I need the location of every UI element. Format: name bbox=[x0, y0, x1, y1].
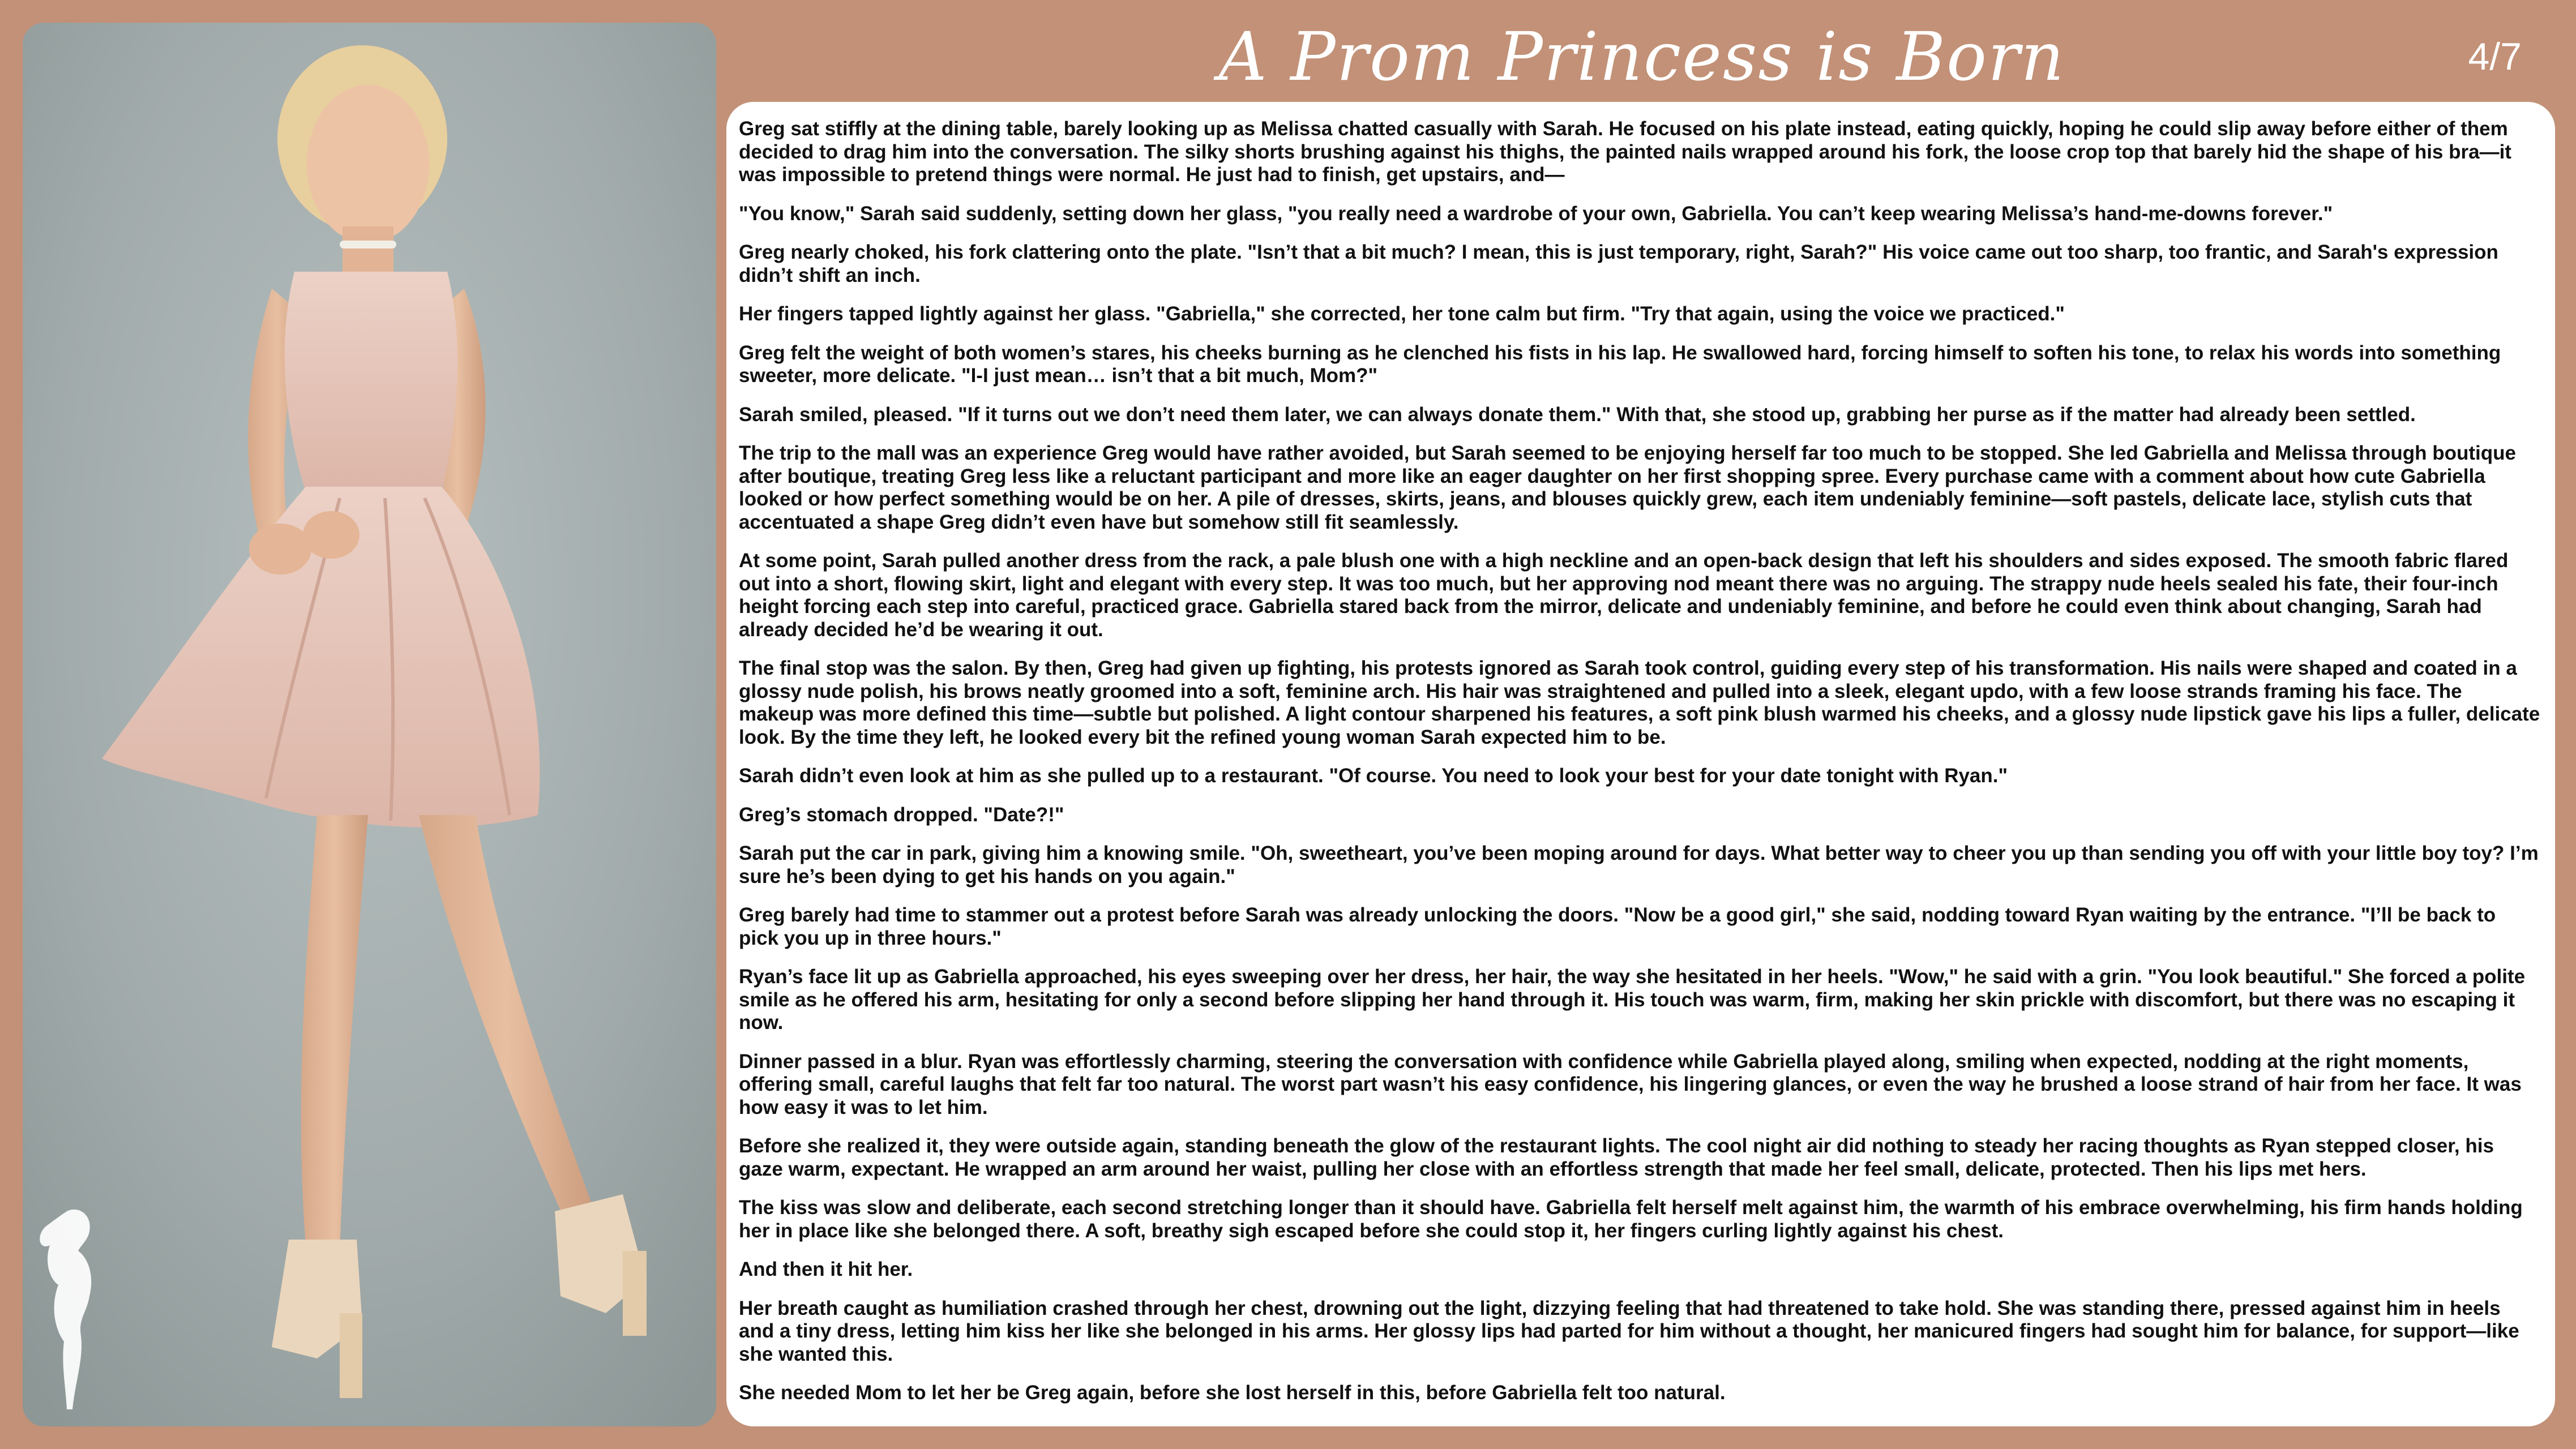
story-paragraph: Greg sat stiffly at the dining table, barely looking up as Melissa chatted casually with Sarah. He focused on his plate instead, eating quickly, hoping he could slip away before either of them decided to drag him into the conversation. The silky shorts brushing against his thighs, the painted nails wrapped around his fork, the loose crop top that barely hid the shape of his bra—it was impossible to pretend things were normal. He just had to finish, get upstairs, and— bbox=[739, 118, 2511, 186]
story-paragraph: Greg’s stomach dropped. "Date?!" bbox=[739, 803, 1064, 826]
woman-silhouette-logo-icon bbox=[33, 1200, 112, 1415]
model-photo bbox=[23, 23, 716, 1426]
story-paragraph: Sarah didn’t even look at him as she pulled up to a restaurant. "Of course. You need to look your best for your date tonight with Ryan." bbox=[739, 765, 2008, 787]
story-paragraph: Her fingers tapped lightly against her glass. "Gabriella," she corrected, her tone calm but firm. "Try that again, using the voice we practiced." bbox=[739, 303, 2065, 325]
story-paragraph: Before she realized it, they were outside again, standing beneath the glow of the restaurant lights. The cool night air did nothing to steady her racing thoughts as Ryan stepped closer, his gaze warm, expectant. He wrapped an arm around her waist, pulling her close with an effortless strength that made her feel small, delicate, protected. Then his lips met hers. bbox=[739, 1135, 2494, 1180]
page-number: 4/7 bbox=[2468, 35, 2522, 78]
story-paragraph: The final stop was the salon. By then, Greg had given up fighting, his protests ignored as Sarah took control, guiding every step of his transformation. His nails were shaped and coated in a glossy nude polish, his brows neatly groomed into a soft, feminine arch. His hair was straightened and pulled into a sleek, elegant updo, with a few loose strands framing his face. The makeup was more defined this time—subtle but polished. A light contour sharpened his features, a soft pink blush warmed his cheeks, and a glossy nude lipstick gave his lips a fuller, delicate look. By the time they left, he looked every bit the refined young woman Sarah expected him to be. bbox=[739, 657, 2540, 748]
story-paragraph: Dinner passed in a blur. Ryan was effortlessly charming, steering the conversation with confidence while Gabriella played along, smiling when expected, nodding at the right moments, offering small, careful laughs that felt far too natural. The worst part wasn’t his easy confidence, his lingering glances, or even the way he brushed a loose strand of hair from her face. It was how easy it was to let him. bbox=[739, 1050, 2522, 1118]
story-paragraph: The kiss was slow and deliberate, each second stretching longer than it should have. Gabriella felt herself melt against him, the warmth of his embrace overwhelming, his firm hands holding her in place like she belonged there. A soft, breathy sigh escaped before she could stop it, her fingers curling lightly against his chest. bbox=[739, 1197, 2523, 1242]
story-paragraph: The trip to the mall was an experience Greg would have rather avoided, but Sarah seemed to be enjoying herself far too much to be stopped. She led Gabriella and Melissa through boutique after boutique, treating Greg less like a reluctant participant and more like an eager daughter on her first shopping spree. Every purchase came with a comment about how cute Gabriella looked or how perfect something would be on her. A pile of dresses, skirts, jeans, and blouses quickly grew, each item undeniably feminine—soft pastels, delicate lace, stylish cuts that accentuated a shape Greg didn’t even have but somehow still fit seamlessly. bbox=[739, 442, 2516, 533]
story-text-panel bbox=[726, 102, 2555, 1426]
story-paragraph: Greg barely had time to stammer out a protest before Sarah was already unlocking the doors. "Now be a good girl," she said, nodding toward Ryan waiting by the entrance. "I’ll be back to pick you up in three hours." bbox=[739, 904, 2496, 949]
page-title: A Prom Princess is Born bbox=[1218, 18, 2065, 96]
story-paragraph: Greg felt the weight of both women’s stares, his cheeks burning as he clenched his fists in his lap. He swallowed hard, forcing himself to soften his tone, to relax his words into something sweeter, more delicate. "I-I just mean… isn’t that a bit much, Mom?" bbox=[739, 341, 2501, 387]
model-illustration bbox=[23, 23, 716, 1426]
story-paragraph: Sarah smiled, pleased. "If it turns out we don’t need them later, we can always donate them." With that, she stood up, grabbing her purse as if the matter had already been settled. bbox=[739, 403, 2416, 426]
story-paragraph: She needed Mom to let her be Greg again, before she lost herself in this, before Gabriella felt too natural. bbox=[739, 1382, 1726, 1404]
story-paragraph: At some point, Sarah pulled another dress from the rack, a pale blush one with a high neckline and an open-back design that left his shoulders and sides exposed. The smooth fabric flared out into a short, flowing skirt, light and elegant with every step. It was too much, but her approving nod meant there was no arguing. The strappy nude heels sealed his fate, their four-inch height forcing each step into careful, practiced grace. Gabriella stared back from the mirror, delicate and undeniably feminine, and before he could even think about changing, Sarah had already decided he’d be wearing it out. bbox=[739, 550, 2509, 641]
story-paragraph: Sarah put the car in park, giving him a knowing smile. "Oh, sweetheart, you’ve been moping around for days. What better way to cheer you up than sending you off with your little boy toy? I’m sure he’s been dying to get his hands on you again." bbox=[739, 842, 2539, 888]
story-paragraph: Ryan’s face lit up as Gabriella approached, his eyes sweeping over her dress, her hair, the way she hesitated in her heels. "Wow," he said with a grin. "You look beautiful." She forced a polite smile as he offered his arm, hesitating for only a second before slipping her hand through it. His touch was warm, firm, making her skin prickle with discomfort, but there was no escaping it now. bbox=[739, 966, 2526, 1034]
story-paragraph: And then it hit her. bbox=[739, 1258, 913, 1280]
story-paragraph: Greg nearly choked, his fork clattering onto the plate. "Isn’t that a bit much? I mean, this is just temporary, right, Sarah?" His voice came out too sharp, too frantic, and Sarah's expression didn’t shift an inch. bbox=[739, 241, 2498, 286]
story-paragraph: "You know," Sarah said suddenly, setting down her glass, "you really need a wardrobe of your own, Gabriella. You can’t keep wearing Melissa’s hand-me-downs forever." bbox=[739, 202, 2333, 225]
story-paragraph: Her breath caught as humiliation crashed through her chest, drowning out the light, dizzying feeling that had threatened to take hold. She was standing there, pressed against him in heels and a tiny dress, letting him kiss her like she belonged in his arms. Her glossy lips had parted for him without a thought, her manicured fingers had sought him for balance, for support—like she wanted this. bbox=[739, 1297, 2519, 1365]
